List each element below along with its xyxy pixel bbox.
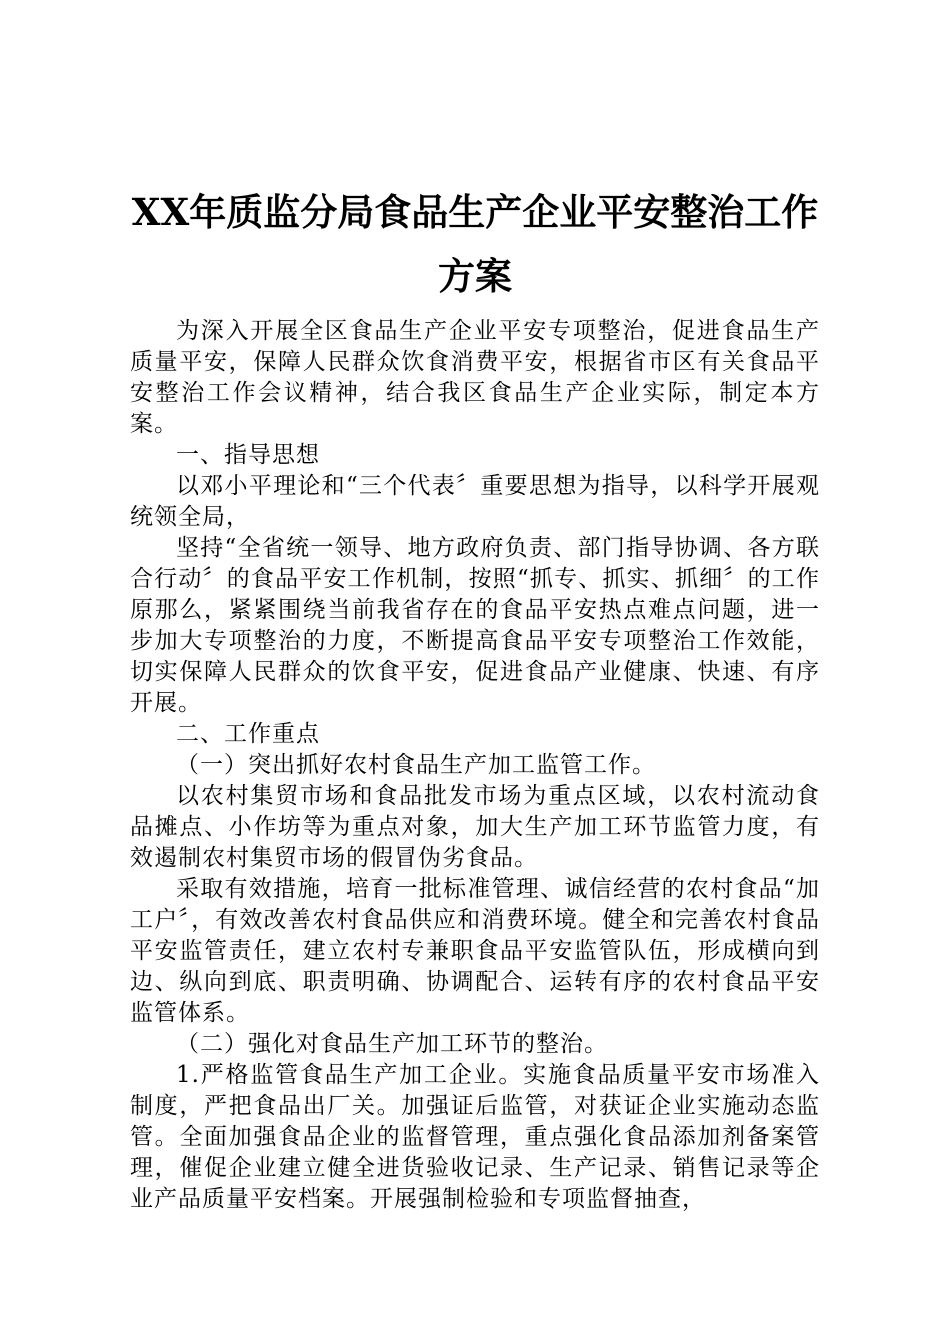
paragraph-processing-1: 1.严格监管食品生产加工企业。实施食品质量平安市场准入制度，严把食品出厂关。加强证后监管，对获证企业实施动态监管。全面加强食品企业的监督管理，重点强化食品添加剂备案管理，催促企业建立健全进货验收记录、生产记录、销售记录等企业产品质量平安档案。开展强制检验和专项监督抽查， — [130, 1062, 820, 1212]
paragraph-guiding-2: 坚持“全省统一领导、地方政府负责、部门指导协调、各方联合行动〞的食品平安工作机制，按照“抓专、抓实、抓细〞的工作原那么，紧紧围绕当前我省存在的食品平安热点难点问题，进一步加大专项整治的力度，不断提高食品平安专项整治工作效能，切实保障人民群众的饮食平安，促进食品产业健康、快速、有序开展。 — [130, 535, 820, 716]
document-title: XX年质监分局食品生产企业平安整治工作方案 — [131, 190, 819, 298]
heading-guiding-ideology: 一、指导思想 — [176, 442, 320, 468]
subheading-rural-supervision: （一）突出抓好农村食品生产加工监管工作。 — [176, 752, 656, 778]
paragraph-rural-2: 采取有效措施，培育一批标准管理、诚信经营的农村食品“加工户〞，有效改善农村食品供应和消费环境。健全和完善农村食品平安监管责任，建立农村专兼职食品平安监管队伍，形成横向到边、纵向到底、职责明确、协调配合、运转有序的农村食品平安监管体系。 — [130, 876, 820, 1026]
heading-work-focus: 二、工作重点 — [176, 721, 320, 747]
document-body — [130, 316, 820, 1215]
paragraph-guiding-1: 以邓小平理论和“三个代表〞重要思想为指导，以科学开展观统领全局， — [130, 473, 820, 530]
subheading-processing-rectification: （二）强化对食品生产加工环节的整治。 — [176, 1031, 608, 1057]
paragraph-intro: 为深入开展全区食品生产企业平安专项整治，促进食品生产质量平安，保障人民群众饮食消费平安，根据省市区有关食品平安整治工作会议精神，结合我区食品生产企业实际，制定本方案。 — [130, 318, 820, 437]
paragraph-rural-1: 以农村集贸市场和食品批发市场为重点区域，以农村流动食品摊点、小作坊等为重点对象，加大生产加工环节监管力度，有效遏制农村集贸市场的假冒伪劣食品。 — [130, 783, 820, 871]
